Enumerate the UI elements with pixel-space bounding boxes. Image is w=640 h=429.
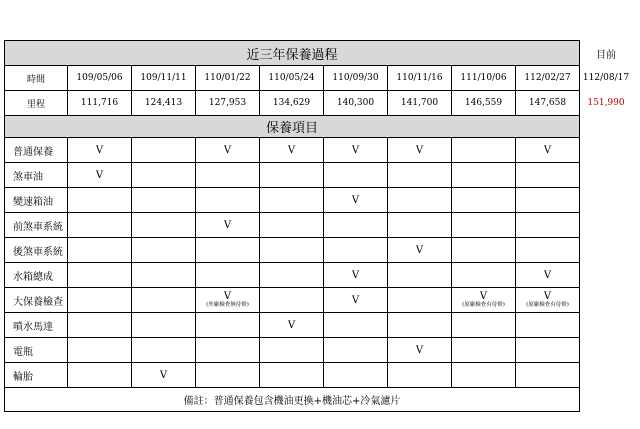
item-cell — [452, 138, 516, 163]
note-row — [5, 388, 633, 412]
item-cell — [196, 288, 260, 313]
item-cell — [260, 263, 324, 288]
item-row — [5, 213, 633, 238]
date-cell: 110/05/24 — [260, 66, 324, 91]
item-cell — [132, 288, 196, 313]
item-cell — [516, 138, 580, 163]
current-blank — [580, 363, 633, 388]
current-blank — [580, 388, 633, 412]
item-cell — [516, 188, 580, 213]
item-cell — [196, 163, 260, 188]
item-label: 大保養檢查 — [5, 288, 68, 313]
item-cell — [324, 188, 388, 213]
item-cell — [516, 238, 580, 263]
item-row — [5, 288, 633, 313]
check-mark: V — [159, 369, 168, 381]
item-cell — [68, 288, 132, 313]
item-cell — [388, 363, 452, 388]
check-mark: V — [415, 244, 424, 256]
item-cell — [196, 238, 260, 263]
date-cell: 110/09/30 — [324, 66, 388, 91]
mileage-cell: 134,629 — [260, 91, 324, 116]
item-cell — [260, 213, 324, 238]
item-cell — [452, 213, 516, 238]
item-cell — [324, 313, 388, 338]
check-mark: V — [543, 144, 552, 156]
current-blank — [580, 116, 633, 138]
item-cell — [516, 213, 580, 238]
item-cell — [260, 363, 324, 388]
item-cell — [68, 213, 132, 238]
item-label: 輪胎 — [5, 363, 68, 388]
item-cell — [452, 288, 516, 313]
item-cell — [324, 138, 388, 163]
current-header: 目前 — [596, 49, 616, 61]
item-cell — [452, 338, 516, 363]
section-row — [5, 116, 633, 138]
current-blank — [580, 138, 633, 163]
item-cell — [260, 313, 324, 338]
item-cell — [516, 363, 580, 388]
date-cell: 112/02/27 — [516, 66, 580, 91]
check-mark: V — [543, 269, 552, 281]
item-cell — [324, 263, 388, 288]
current-blank — [580, 213, 633, 238]
check-mark: V — [223, 291, 232, 302]
item-cell — [132, 213, 196, 238]
item-cell — [196, 188, 260, 213]
item-cell — [452, 363, 516, 388]
item-cell — [260, 288, 324, 313]
item-cell — [132, 313, 196, 338]
current-blank — [580, 238, 633, 263]
item-label: 煞車油 — [5, 163, 68, 188]
item-label: 前煞車系統 — [5, 213, 68, 238]
mileage-cell: 141,700 — [388, 91, 452, 116]
check-mark: V — [287, 319, 296, 331]
check-mark: V — [287, 144, 296, 156]
check-mark: V — [479, 291, 488, 302]
item-row — [5, 338, 633, 363]
check-mark: V — [351, 294, 360, 306]
date-cell: 111/10/06 — [452, 66, 516, 91]
item-row — [5, 138, 633, 163]
item-cell — [68, 238, 132, 263]
cell-note: (原廠檢查有待修) — [526, 302, 569, 308]
item-cell — [132, 338, 196, 363]
item-row — [5, 263, 633, 288]
item-cell — [132, 363, 196, 388]
current-blank — [580, 188, 633, 213]
mileage-cell: 146,559 — [452, 91, 516, 116]
date-row — [5, 66, 633, 91]
item-row — [5, 188, 633, 213]
current-blank — [580, 313, 633, 338]
item-cell — [516, 313, 580, 338]
item-cell — [388, 138, 452, 163]
mileage-cell: 111,716 — [68, 91, 132, 116]
item-cell — [260, 188, 324, 213]
item-label: 電瓶 — [5, 338, 68, 363]
item-cell — [132, 163, 196, 188]
check-mark: V — [415, 344, 424, 356]
item-cell — [388, 213, 452, 238]
item-cell — [132, 188, 196, 213]
check-mark: V — [223, 219, 232, 231]
current-date: 112/08/17 — [582, 73, 630, 83]
check-mark: V — [351, 269, 360, 281]
item-cell — [68, 363, 132, 388]
item-cell — [132, 138, 196, 163]
item-cell — [324, 238, 388, 263]
check-mark: V — [351, 194, 360, 206]
item-cell — [196, 338, 260, 363]
mileage-cell: 140,300 — [324, 91, 388, 116]
mileage-row — [5, 91, 633, 116]
item-cell — [68, 138, 132, 163]
item-cell — [516, 338, 580, 363]
current-blank — [580, 163, 633, 188]
item-cell — [132, 238, 196, 263]
date-cell: 110/11/16 — [388, 66, 452, 91]
item-cell — [452, 238, 516, 263]
current-blank — [580, 288, 633, 313]
table-title: 近三年保養過程 — [5, 41, 580, 66]
check-mark: V — [543, 291, 552, 302]
item-cell — [388, 263, 452, 288]
date-cell: 110/01/22 — [196, 66, 260, 91]
item-row — [5, 313, 633, 338]
item-cell — [196, 138, 260, 163]
footnote: 備註：普通保養包含機油更換+機油芯+冷氣濾片 — [5, 388, 580, 412]
item-cell — [388, 313, 452, 338]
item-cell — [132, 263, 196, 288]
item-cell — [68, 163, 132, 188]
date-cell: 109/11/11 — [132, 66, 196, 91]
item-label: 噴水馬達 — [5, 313, 68, 338]
cell-note: (原廠檢查有待修) — [462, 302, 505, 308]
check-mark: V — [223, 144, 232, 156]
item-cell — [388, 238, 452, 263]
item-label: 水箱總成 — [5, 263, 68, 288]
item-cell — [516, 263, 580, 288]
time-label: 時間 — [5, 66, 68, 91]
check-mark: V — [415, 144, 424, 156]
item-cell — [516, 163, 580, 188]
cell-note: (外廠檢查無待修) — [206, 302, 249, 308]
item-cell — [324, 338, 388, 363]
item-cell — [452, 313, 516, 338]
check-mark: V — [351, 144, 360, 156]
current-blank — [580, 263, 633, 288]
check-mark: V — [95, 169, 104, 181]
title-row — [5, 41, 633, 66]
item-cell — [68, 313, 132, 338]
mileage-cell: 147,658 — [516, 91, 580, 116]
item-row — [5, 238, 633, 263]
mileage-cell: 127,953 — [196, 91, 260, 116]
item-cell — [68, 263, 132, 288]
check-mark: V — [95, 144, 104, 156]
current-mileage: 151,990 — [587, 98, 625, 108]
item-cell — [260, 163, 324, 188]
item-cell — [452, 263, 516, 288]
item-cell — [324, 163, 388, 188]
item-cell — [388, 188, 452, 213]
item-cell — [324, 288, 388, 313]
item-cell — [260, 138, 324, 163]
item-cell — [388, 338, 452, 363]
item-cell — [388, 163, 452, 188]
item-label: 變速箱油 — [5, 188, 68, 213]
item-cell — [452, 163, 516, 188]
maintenance-table — [4, 40, 633, 412]
current-blank — [580, 338, 633, 363]
mileage-label: 里程 — [5, 91, 68, 116]
item-cell — [260, 338, 324, 363]
item-cell — [68, 338, 132, 363]
item-cell — [68, 188, 132, 213]
item-cell — [196, 363, 260, 388]
item-label: 後煞車系統 — [5, 238, 68, 263]
item-cell — [452, 188, 516, 213]
item-cell — [388, 288, 452, 313]
section-title: 保養項目 — [5, 116, 580, 138]
item-cell — [324, 213, 388, 238]
maintenance-sheet — [4, 40, 633, 412]
item-cell — [196, 263, 260, 288]
item-cell — [196, 213, 260, 238]
item-row — [5, 363, 633, 388]
item-label: 普通保養 — [5, 138, 68, 163]
item-cell — [196, 313, 260, 338]
item-cell — [324, 363, 388, 388]
mileage-cell: 124,413 — [132, 91, 196, 116]
item-row — [5, 163, 633, 188]
item-cell — [260, 238, 324, 263]
date-cell: 109/05/06 — [68, 66, 132, 91]
item-cell — [516, 288, 580, 313]
